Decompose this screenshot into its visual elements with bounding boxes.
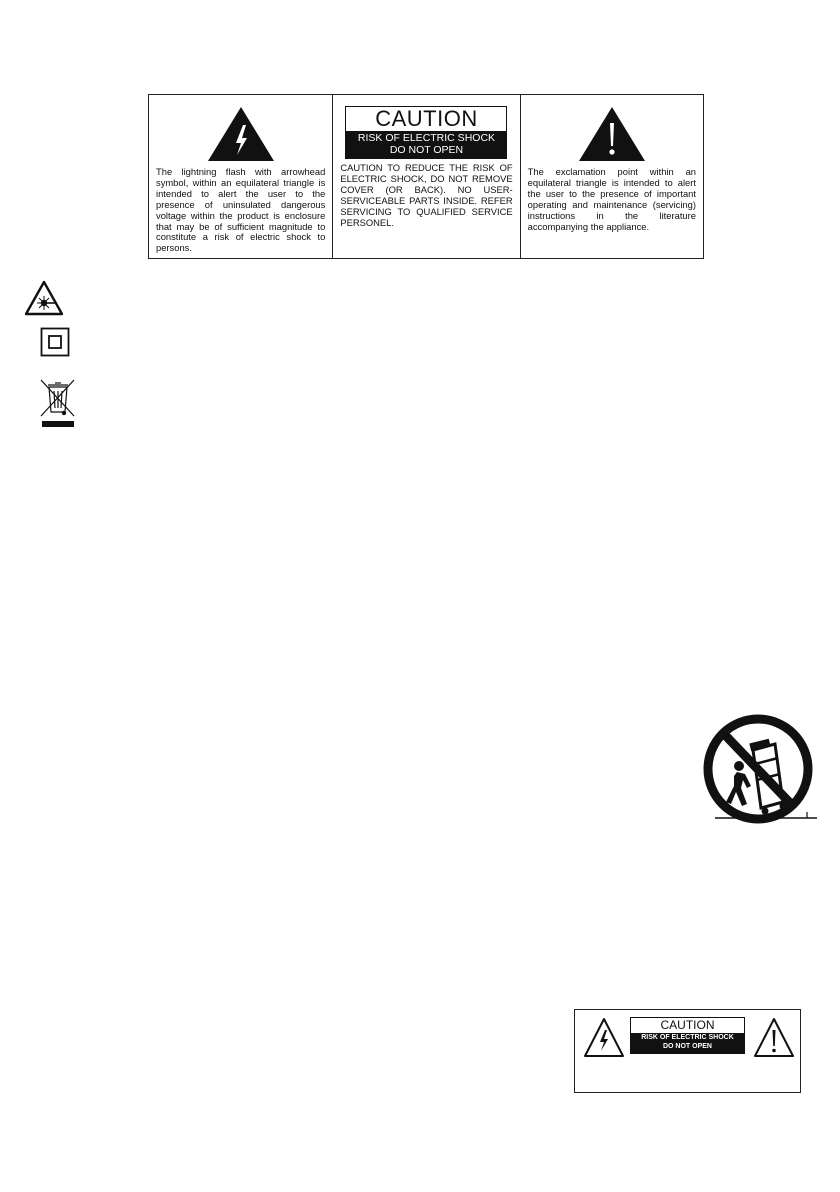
lightning-panel: [149, 95, 332, 258]
exclamation-outline-icon: [753, 1017, 795, 1059]
mini-caution-title: CAUTION: [660, 1018, 715, 1032]
laser-warning-icon: [24, 280, 64, 316]
lightning-description: The lightning flash with arrowhead symbol, within an equilateral triangle is intended to alert the user to the presence of uninsulated dangerous voltage within the product is enclosure that may be of sufficient magnitude to constitute a risk of electric shock to persons.: [156, 166, 326, 254]
caution-header: [345, 106, 507, 159]
mini-caution-label: [574, 1009, 801, 1093]
mini-caution-header: [630, 1017, 745, 1054]
mini-caution-line-2: DO NOT OPEN: [662, 1042, 712, 1050]
double-insulation-icon: [40, 327, 70, 357]
crossed-bin-icon: [38, 376, 78, 428]
caution-line-1: RISK OF ELECTRIC SHOCK: [357, 132, 496, 144]
caution-line-2: DO NOT OPEN: [389, 144, 464, 156]
lightning-outline-icon: [583, 1017, 625, 1059]
lightning-triangle-icon: [206, 105, 276, 163]
exclamation-description: The exclamation point within an equilateral triangle is intended to alert the user to the presence of important operating and maintenance (servicing) instructions in the literature accompanying the appliance.: [527, 166, 696, 232]
cart-tip-over-icon: [701, 714, 819, 826]
caution-description: CAUTION TO REDUCE THE RISK OF ELECTRIC SHOCK, DO NOT REMOVE COVER (OR BACK). NO USER-SERVICEABLE PARTS INSIDE. REFER SERVICING TO QUALIFIED SERVICE PERSONEL.: [340, 162, 513, 228]
mini-caution-bar: [631, 1033, 744, 1053]
caution-title: CAUTION: [375, 106, 478, 131]
caution-panel: [332, 95, 519, 258]
mini-caution-line-1: RISK OF ELECTRIC SHOCK: [641, 1034, 734, 1041]
safety-warning-box: [148, 94, 704, 259]
caution-subtitle-bar: [346, 131, 506, 158]
exclamation-triangle-icon: [577, 105, 647, 163]
exclamation-panel: [520, 95, 703, 258]
